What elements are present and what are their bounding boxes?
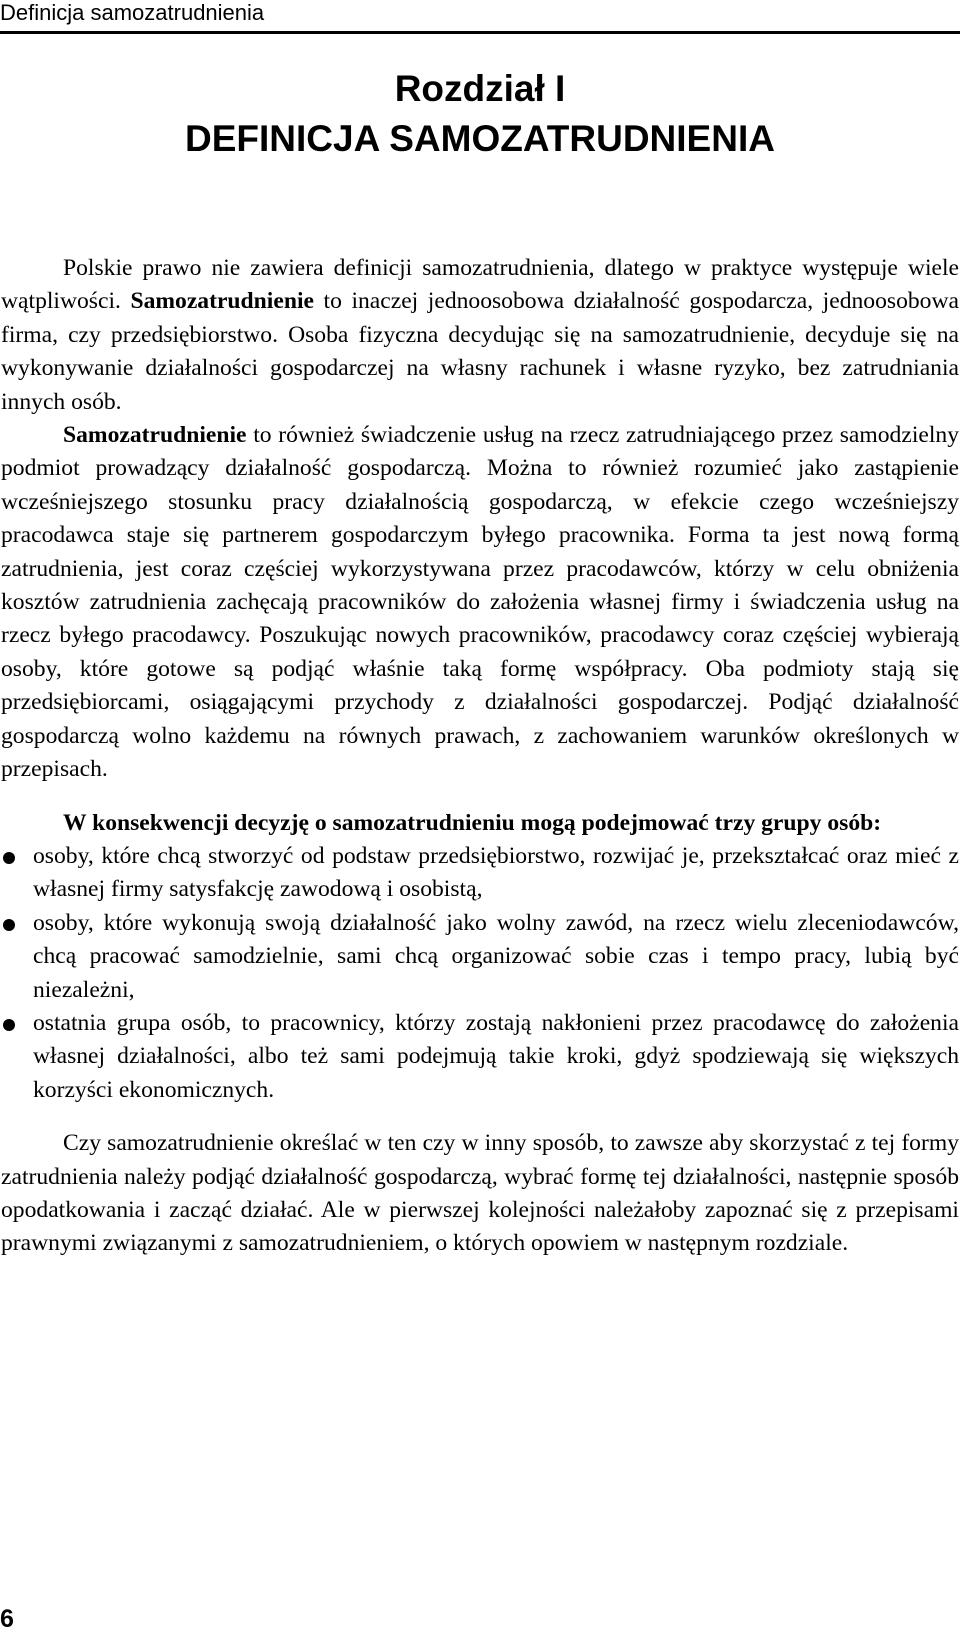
bold-term: Samozatrudnienie xyxy=(63,422,247,449)
chapter-title: DEFINICJA SAMOZATRUDNIENIA xyxy=(185,118,775,159)
running-header: Definicja samozatrudnienia xyxy=(0,0,265,25)
groups-list xyxy=(1,840,959,1107)
bold-term: Samozatrudnienie xyxy=(130,288,314,315)
chapter-heading xyxy=(0,64,960,164)
paragraph-definition xyxy=(1,419,959,786)
list-item xyxy=(1,907,959,1007)
bullet-icon xyxy=(3,919,15,931)
paragraph-definition-text: to również świadczenie usług na rzecz zatrudniającego przez samodzielny podmiot prowadzący działalność gospodarczą. Można to również rozumieć jako zastąpienie wcześniejszego stosunku pracy działalnością gospodarczą, w efekcie czego wcześniejszy pracodawca staje się partnerem gospodarczym byłego pracownika. Forma ta jest nową formą zatrudnienia, jest coraz częściej wykorzystywana przez pracodawców, którzy w celu obniżenia kosztów zatrudnienia zachęcają pracowników do założenia własnej firmy i świadczenia usług na rzecz byłego pracodawcy. Poszukując nowych pracowników, pracodawcy coraz częściej wybierają osoby, które gotowe są podjąć właśnie taką formę współpracy. Oba podmioty stają się przedsiębiorcami, osiągającymi przychody z działalności gospodarczej. Podjąć działalność gospodarczą wolno każdemu na równych prawach, z zachowaniem warunków określonych w przepisach. xyxy=(1,422,959,783)
paragraph-intro-part1: Polskie prawo nie zawiera definicji samozatrudnienia, dlatego w praktyce występuje wiele wątpliwości. xyxy=(1,255,959,315)
list-item-text: osoby, które chcą stworzyć od podstaw przedsiębiorstwo, rozwijać je, przekształcać oraz mieć z własnej firmy satysfakcję zawodową i osobistą, xyxy=(33,842,959,903)
list-item xyxy=(1,840,959,907)
page-number: 6 xyxy=(0,1605,14,1633)
groups-lead xyxy=(1,807,959,840)
paragraph-closing: Czy samozatrudnienie określać w ten czy w inny sposób, to zawsze aby skorzystać z tej formy zatrudnienia należy podjąć działalność gospodarczą, wybrać formę tej działalności, następnie sposób opodatkowania i zacząć działać. Ale w pierwszej kolejności należałoby zapoznać się z przepisami prawnymi związanymi z samozatrudnieniem, o których opowiem w następnym rozdziale. xyxy=(1,1130,959,1257)
header-rule xyxy=(0,31,960,34)
list-item xyxy=(1,1007,959,1107)
list-item-text: ostatnia grupa osób, to pracownicy, którzy zostają nakłonieni przez pracodawcę do założenia własnej działalności, albo też sami podejmują takie kroki, gdyż spodziewają się większych korzyści ekonomicznych. xyxy=(33,1009,959,1103)
body-text xyxy=(1,252,959,1261)
bullet-icon xyxy=(3,852,15,864)
paragraph-intro-part2: to inaczej jednoosobowa działalność gospodarcza, jednoosobowa firma, czy przedsiębiorstwo. Osoba fizyczna decydując się na samozatrudnienie, decyduje się na wykonywanie działalności gospodarczej na własny rachunek i własne ryzyko, bez zatrudniania innych osób. xyxy=(1,288,959,415)
chapter-number: Rozdział I xyxy=(394,68,566,109)
paragraph-intro xyxy=(1,252,959,419)
groups-lead-text: W konsekwencji decyzję o samozatrudnieniu mogą podejmować trzy grupy osób: xyxy=(63,809,882,836)
list-item-text: osoby, które wykonują swoją działalność jako wolny zawód, na rzecz wielu zleceniodawców, chcą pracować samodzielnie, sami chcą organizować sobie czas i tempo pracy, lubią być niezależni, xyxy=(33,909,959,1003)
bullet-icon xyxy=(3,1019,15,1031)
